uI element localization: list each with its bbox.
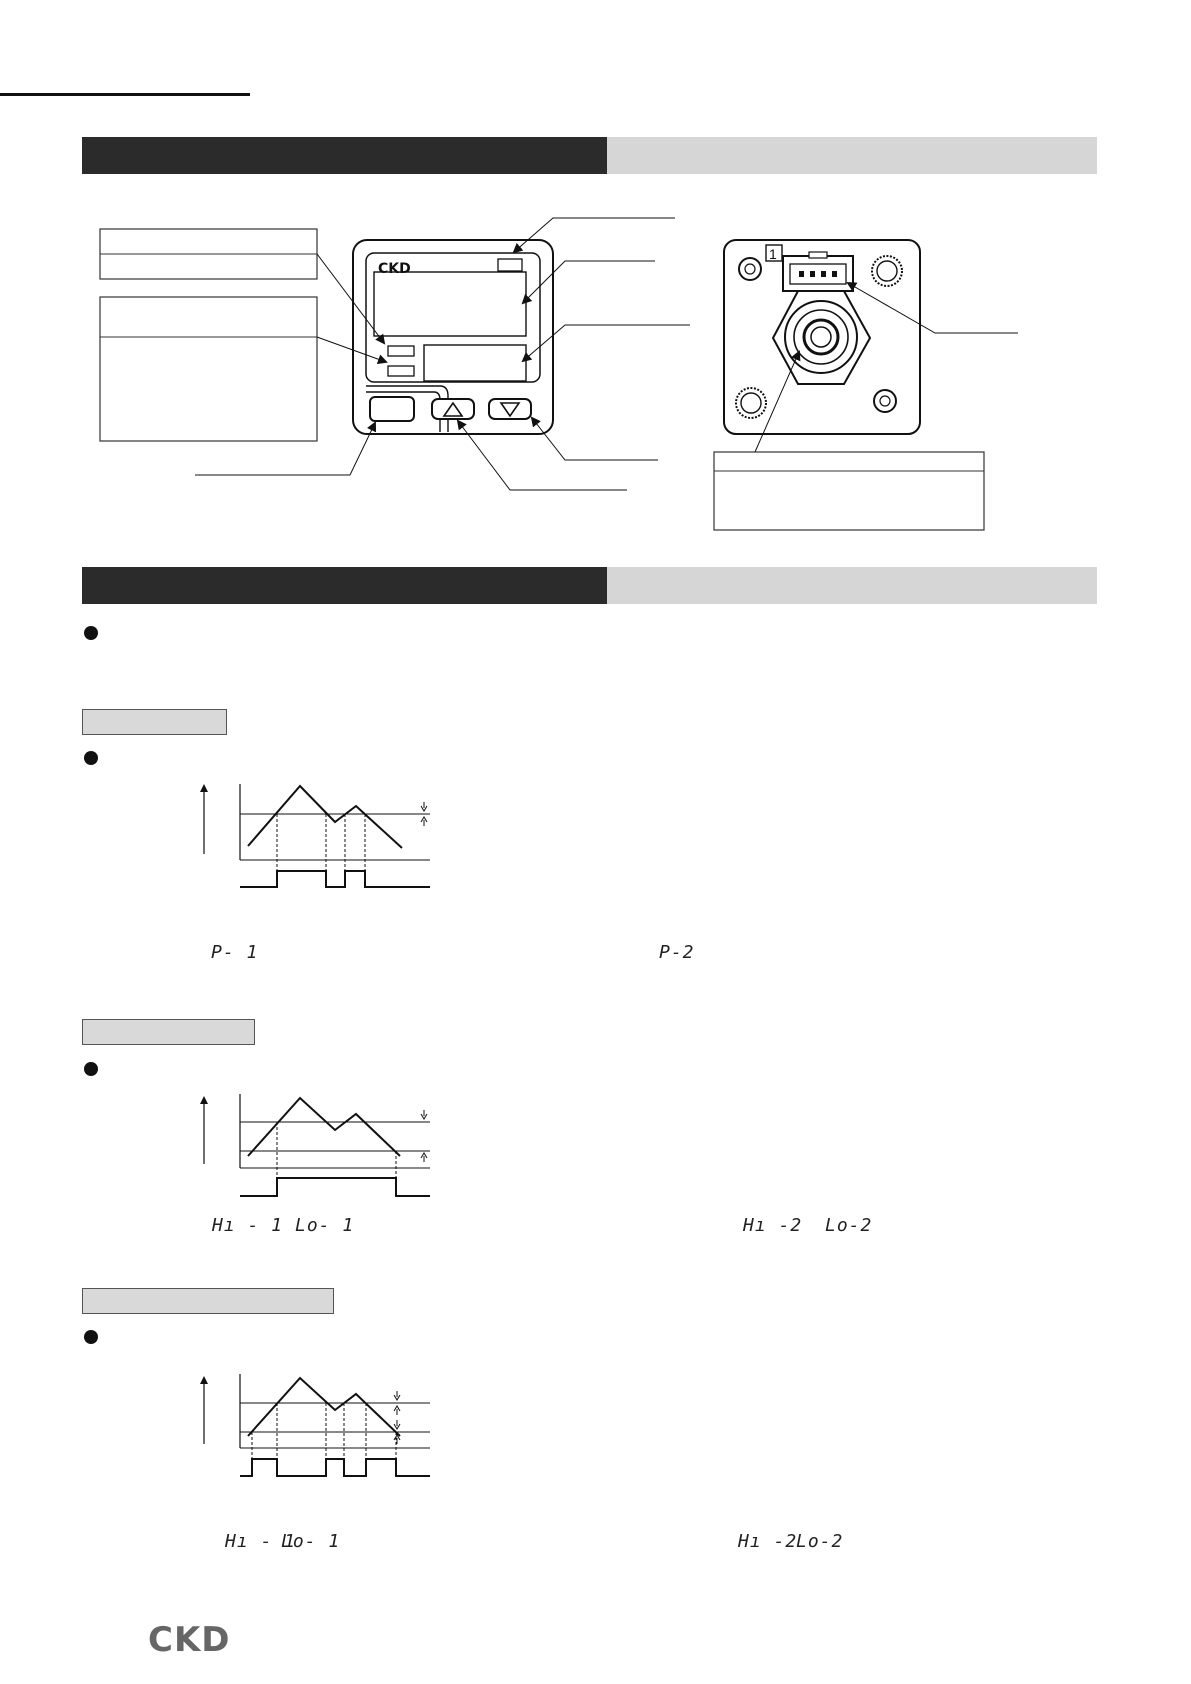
unit-indicator — [498, 259, 522, 271]
code-lo1: Lo- 1 — [295, 1215, 355, 1236]
section-bar-2-light — [607, 567, 1097, 604]
callout-box-top-left — [100, 229, 317, 279]
bullet-icon — [84, 626, 98, 640]
timing-chart-3 — [190, 1366, 430, 1496]
mode-label-2 — [82, 1019, 255, 1045]
callout-box-port — [714, 452, 984, 530]
footer-logo: CKD — [148, 1620, 231, 1660]
pin-one-label: 1 — [769, 246, 777, 262]
sub-display — [424, 345, 526, 381]
code-hi1: Hı - 1 — [225, 1531, 297, 1552]
bullet-icon — [84, 1062, 98, 1076]
bullet-icon — [84, 751, 98, 765]
timing-chart-2 — [190, 1086, 430, 1216]
timing-chart-1 — [190, 774, 430, 904]
device-parts-figure — [0, 0, 1191, 560]
front-logo: CKD — [378, 261, 411, 277]
set-button[interactable] — [370, 397, 414, 421]
code-hi2: Hı -2 — [738, 1531, 798, 1552]
code-lo2: Lo-2 — [796, 1531, 844, 1552]
code-lo2: Lo-2 — [825, 1215, 873, 1236]
code-lo1: Lo- 1 — [281, 1531, 341, 1552]
code-hi2: Hı -2 — [743, 1215, 803, 1236]
code-p1: P- 1 — [211, 942, 259, 963]
callout-box-mid-left — [100, 297, 317, 441]
mode-label-3 — [82, 1288, 334, 1314]
code-hi1: Hı - 1 — [212, 1215, 284, 1236]
code-p2: P-2 — [659, 942, 695, 963]
output-led-2 — [388, 366, 414, 376]
section-bar-2-dark — [82, 567, 607, 604]
section-bar-2 — [82, 567, 1097, 604]
main-display — [374, 272, 526, 336]
mode-label-1 — [82, 709, 227, 735]
bullet-icon — [84, 1330, 98, 1344]
output-led-1 — [388, 346, 414, 356]
back-panel — [724, 240, 920, 434]
